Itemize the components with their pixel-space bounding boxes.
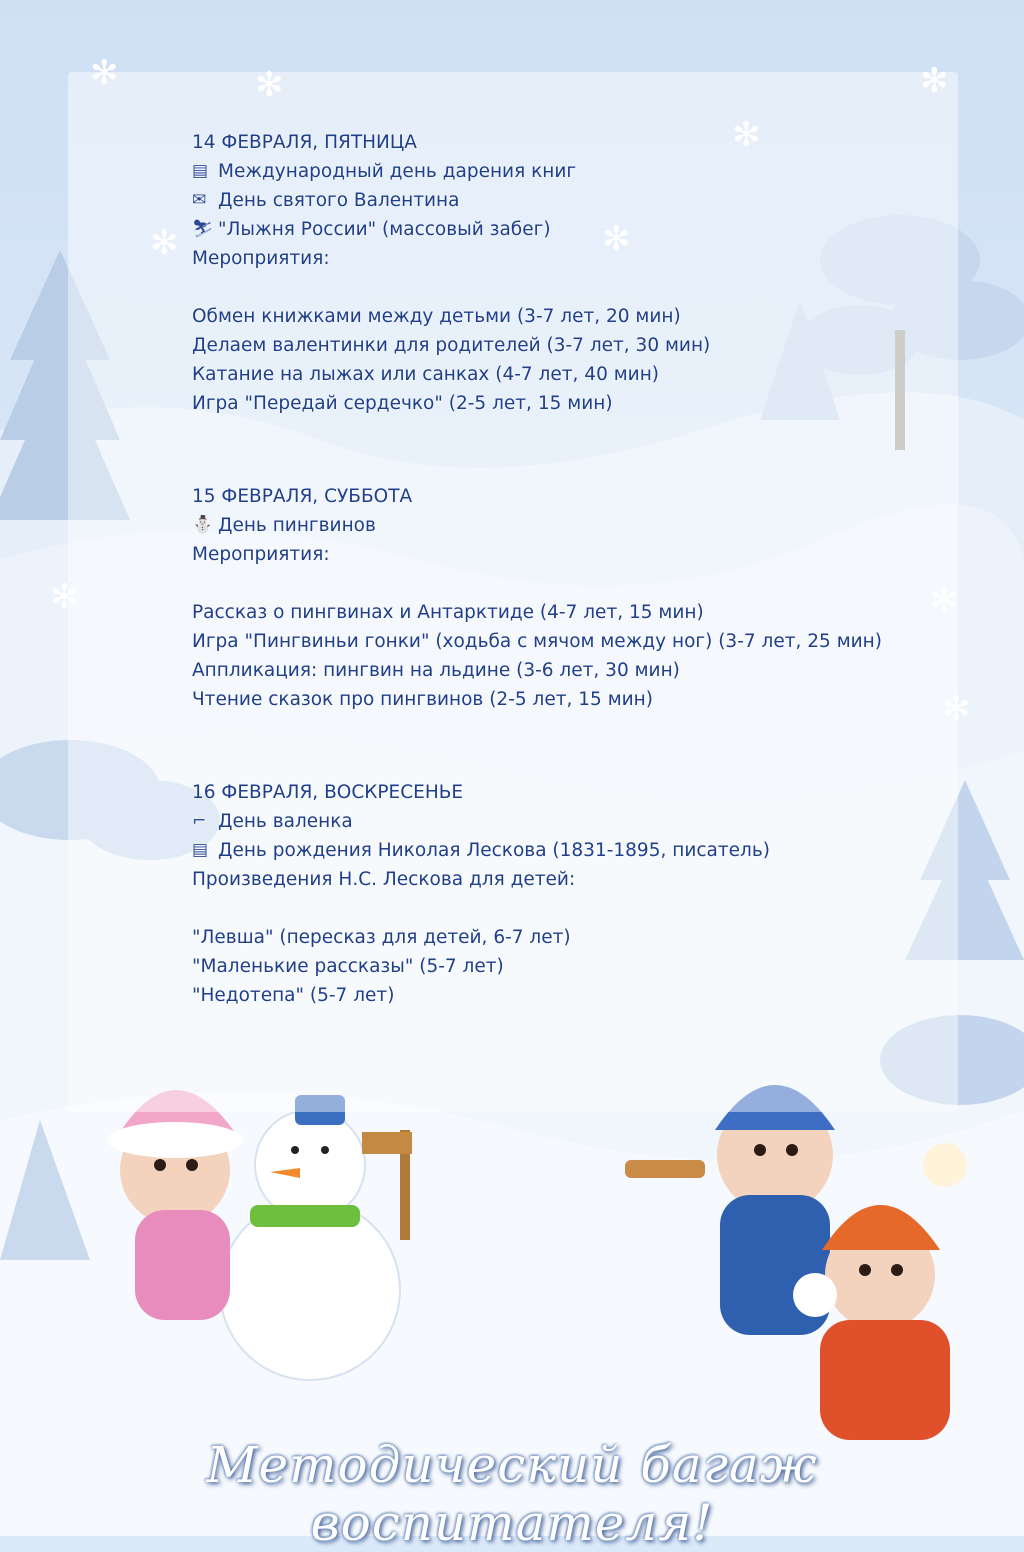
event-item: Катание на лыжах или санках (4-7 лет, 40 мин) (192, 364, 660, 385)
event-item: "Недотепа" (5-7 лет) (192, 985, 395, 1006)
ski-icon: ⛷ (192, 219, 214, 239)
day-section-feb-16 (192, 778, 952, 1010)
holiday-item (192, 807, 952, 836)
holiday-text: "Лыжня России" (массовый забег) (218, 219, 551, 240)
svg-text:✻: ✻ (150, 223, 179, 263)
penguin-icon: ⛄ (192, 515, 214, 535)
svg-text:✻: ✻ (255, 65, 284, 105)
svg-text:✻: ✻ (920, 61, 949, 101)
holiday-text: День валенка (218, 811, 353, 832)
event-item: "Маленькие рассказы" (5-7 лет) (192, 956, 504, 977)
holiday-item (192, 836, 952, 865)
svg-text:✻: ✻ (930, 581, 959, 621)
boot-icon: ⌐ (192, 811, 207, 831)
day-title: 14 ФЕВРАЛЯ, ПЯТНИЦА (192, 132, 417, 153)
holiday-text: День рождения Николая Лескова (1831-1895, писатель) (218, 840, 770, 861)
event-item: Рассказ о пингвинах и Антарктиде (4-7 лет, 15 мин) (192, 602, 704, 623)
day-section-feb-14 (192, 128, 952, 418)
svg-text:✻: ✻ (942, 689, 971, 729)
svg-text:✻: ✻ (50, 577, 79, 617)
footer-caption: Методический багаж воспитателя! (206, 1436, 818, 1552)
book-stack-icon: ▤ (192, 161, 209, 181)
schedule (192, 128, 952, 1074)
day-title: 16 ФЕВРАЛЯ, ВОСКРЕСЕНЬЕ (192, 782, 464, 803)
holiday-item (192, 157, 952, 186)
holiday-text: День святого Валентина (218, 190, 460, 211)
event-item: Игра "Передай сердечко" (2-5 лет, 15 мин) (192, 393, 613, 414)
event-item: Обмен книжками между детьми (3-7 лет, 20 мин) (192, 306, 681, 327)
event-item: "Левша" (пересказ для детей, 6-7 лет) (192, 927, 571, 948)
day-section-feb-15 (192, 482, 952, 714)
holiday-item (192, 511, 952, 540)
love-letter-icon: ✉ (192, 190, 207, 210)
svg-text:✻: ✻ (90, 53, 119, 93)
holiday-text: Международный день дарения книг (218, 161, 577, 182)
event-item: Делаем валентинки для родителей (3-7 лет, 30 мин) (192, 335, 711, 356)
book-stack-icon: ▤ (192, 840, 209, 860)
event-item: Игра "Пингвиньи гонки" (ходьба с мячом между ног) (3-7 лет, 25 мин) (192, 631, 882, 652)
day-title: 15 ФЕВРАЛЯ, СУББОТА (192, 486, 413, 507)
event-item: Чтение сказок про пингвинов (2-5 лет, 15 мин) (192, 689, 653, 710)
event-item: Аппликация: пингвин на льдине (3-6 лет, 30 мин) (192, 660, 680, 681)
holiday-text: День пингвинов (218, 515, 376, 536)
events-label: Мероприятия: (192, 544, 330, 565)
svg-text:✻: ✻ (602, 219, 631, 259)
holiday-item (192, 215, 952, 244)
holiday-item (192, 186, 952, 215)
events-label: Мероприятия: (192, 248, 330, 269)
svg-text:✻: ✻ (732, 115, 761, 155)
events-label: Произведения Н.С. Лескова для детей: (192, 869, 576, 890)
